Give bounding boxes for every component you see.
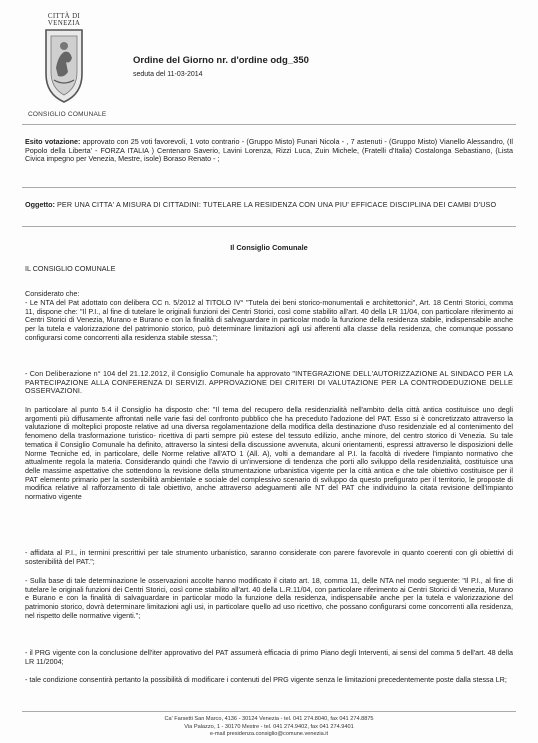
- venice-crest-icon: [42, 28, 86, 104]
- divider: [22, 226, 516, 227]
- paragraph-2-intro: - Con Deliberazione n° 104 del 21.12.2012, il Consiglio Comunale ha approvato "INTEGRAZIONE DELL'AUTORIZZAZIONE AL SINDACO PER LA PARTECIPAZIONE ALLA CONFERENZA DI SERVIZI. APPROVAZIONE DEI CRITERI DI VALUTAZIONE PER LA CONTRODEDUZIONE DELLE OSSERVAZIONI.: [25, 369, 513, 396]
- city-logo: [42, 13, 86, 104]
- paragraph-4: - il PRG vigente con la conclusione dell'iter approvativo del PAT assumerà efficacia di primo Piano degli Interventi, ai sensi del comma 5 dell'art. 48 della LR 11/2004;: [25, 648, 513, 666]
- footer-address-2: Via Palazzo, 1 - 30170 Mestre - tel. 041 274.9402, fax 041 274.9401: [184, 723, 354, 730]
- divider: [22, 711, 516, 712]
- subject-text: PER UNA CITTA' A MISURA DI CITTADINI: TUTELARE LA RESIDENZA CON UNA PIU' EFFICACE DISCIPLINA DEI CAMBI D'USO: [56, 200, 497, 209]
- subject-label: Oggetto:: [25, 200, 55, 209]
- document-title: Ordine del Giorno nr. d'ordine odg_350: [133, 55, 309, 66]
- paragraph-3: - Sulla base di tale determinazione le osservazioni accolte hanno modificato il citato art. 18, comma 11, delle NTA nel modo seguente: "Il P.I., al fine di tutelare le originali funzioni dei Centri Storici, così come stabilito all'art. 40 della L.R.11/04, con particolare riferimento ai Centri Storici di Venezia, Murano e Burano e con la finalità di salvaguardare in particolar modo la funzione della residenza, indispensabile anche per la tutela e valorizzazione del patrimonio storico, dovrà determinare limitazioni agli usi, in particolare quello ad uso ricettivo, che possano configurarsi come concorrenti alla residenza, nel rispetto delle normative vigenti.";: [25, 576, 513, 620]
- department-label: CONSIGLIO COMUNALE: [28, 111, 107, 118]
- footer: [0, 716, 538, 739]
- body-subheading: IL CONSIGLIO COMUNALE: [25, 264, 116, 273]
- divider: [22, 187, 516, 188]
- vote-result: [25, 138, 513, 164]
- paragraph-5: - tale condizione consentirà pertanto la possibilità di modificare i contenuti del PRG vigente senza le limitazioni precedentemente poste dalla stessa LR;: [25, 675, 507, 684]
- session-date: seduta del 11-03-2014: [133, 71, 203, 78]
- logo-line1: CITTÀ DI: [47, 12, 81, 20]
- divider: [22, 124, 516, 125]
- footer-email: e-mail presidenza.consiglio@comune.venezia.it: [209, 731, 329, 738]
- vote-label: Esito votazione:: [25, 137, 81, 146]
- logo-line2: VENEZIA: [47, 19, 81, 27]
- subject: [25, 200, 513, 210]
- paragraph-1: - Le NTA del Pat adottato con delibera CC n. 5/2012 al TITOLO IV° "Tutela dei beni storico-monumentali e architettonici", Art. 18 Centri Storici, comma 11, dispone che: "Il P.I., al fine di tutelare le originali funzioni dei Centri Storici, così come stabilito all'art. 40 della LR 11/04, con particolare riferimento ai Centri Storici di Venezia, Murano e Burano e con la finalità di salvaguardare in particolar modo la funzione della residenza stabile, indispensabile anche per la tutela e valorizzazione del patrimonio storico, può determinare limitazioni agli usi afferenti alla classe della residenza, che comunque possano configurarsi come concorrenti alla residenza stabile stessa.";: [25, 298, 513, 342]
- paragraph-2-body: In particolare al punto 5.4 il Consiglio ha disposto che: "Il tema del recupero della residenzialità nell'ambito della città antica costituisce uno degli argomenti più diffusamente affrontati nelle varie fasi del confronto pubblico che ha preceduto l'adozione del PAT. Esso si è concretizzato attraverso la valutazione di molteplici proposte relative ad una diversa regolamentazione della modifica della destinazione d'uso residenziale ed al contenimento del fenomeno della trasformazione turistico- ricettiva di parti sempre più estese del tessuto edilizio, anche minore, del centro storico di Venezia. Su tale tematica il Consiglio Comunale ha definito, attraverso la sintesi della discussione avvenuta, alcuni orientamenti, espressi attraverso le disposizioni delle Norme Tecniche ed, in particolare, delle Norme relative all'ATO 1 (All. A), volti a demandare al P.I. la facoltà di rivedere l'impianto normativo che attualmente regola la materia. Considerando quindi che l'avvio di un'inversione di tendenza che porti allo sviluppo della residenzialità, costituisce una delle massime aspettative che sottendono la revisione della strumentazione urbanistica vigente per la città antica e che tale obiettivo costituisce per il PAT elemento primario per la sostenibilità ambientale e sociale del complessivo scenario di sviluppo da questo prefigurato per il territorio, le proposte di modifica relative al rafforzamento di tale obiettivo, anche attraverso adeguamenti alle NT del PAT che individuino la citata revisione dell'impianto normativo vigente: [25, 405, 513, 502]
- body-heading: Il Consiglio Comunale: [230, 243, 308, 252]
- footer-address-1: Ca' Farsetti San Marco, 4136 - 30124 Venezia - tel. 041 274.8040, fax 041 274.8875: [164, 716, 374, 722]
- paragraph-2-end: - affidata al P.I., in termini prescrittivi per tale strumento urbanistico, saranno considerate con parere favorevole in quanto coerenti con gli obiettivi di sostenibilità del PAT.";: [25, 548, 513, 566]
- vote-text: approvato con 25 voti favorevoli, 1 voto contrario - (Gruppo Misto) Funari Nicola - , 7 astenuti - (Gruppo Misto) Vianello Alessandro, (Il Popolo della Liberta' - FORZA ITALIA ) Centenaro Saverio, Lavini Lorenza, Rizzi Luca, Zuin Michele, (Fratelli d'Italia) Costalonga Sebastiano, (Lista Civica impegno per Venezia, Mestre, isole) Boraso Renato - ;: [25, 137, 513, 164]
- considerato-label: Considerato che:: [25, 289, 80, 298]
